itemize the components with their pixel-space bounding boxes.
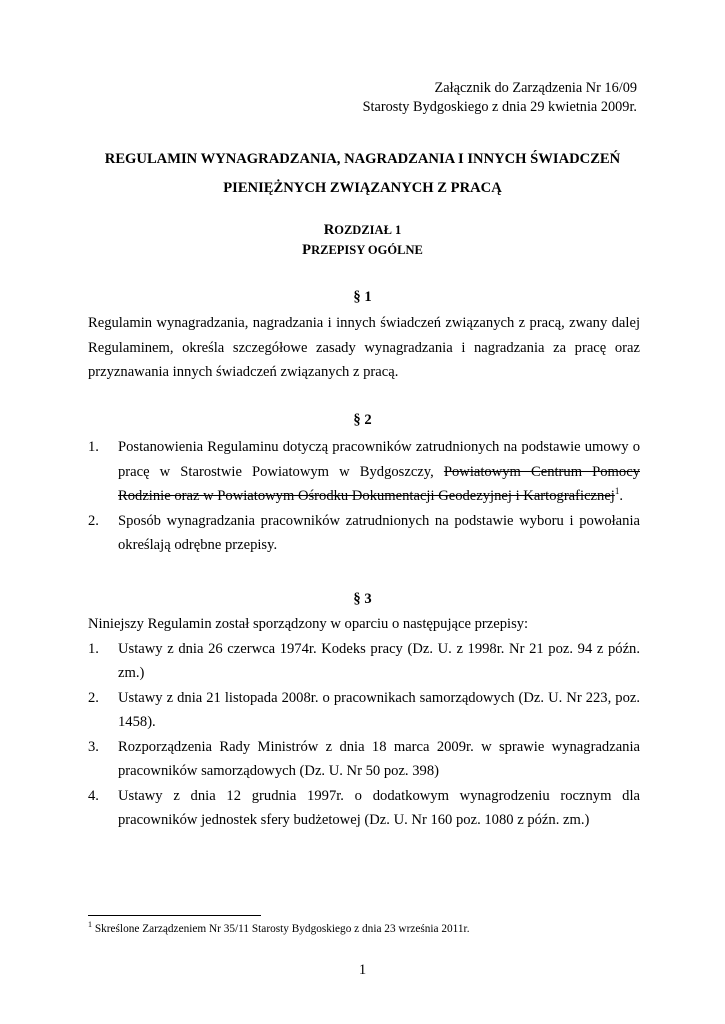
list-text: Ustawy z dnia 26 czerwca 1974r. Kodeks pracy (Dz. U. z 1998r. Nr 21 poz. 94 z późn. zm.) xyxy=(118,640,640,681)
section-2-list xyxy=(88,435,640,558)
section-1-heading: § 1 xyxy=(353,289,372,305)
footnote-reference[interactable]: 1 xyxy=(614,486,620,497)
list-number: 2. xyxy=(88,689,99,706)
struck-text: Powiatowym Centrum Pomocy Rodzinie oraz w Powiatowym Ośrodku Dokumentacji Geodezyjnej i Kartograficznej xyxy=(118,463,640,504)
list-item xyxy=(88,637,640,686)
document-title xyxy=(0,145,725,203)
list-item xyxy=(88,509,640,558)
list-number: 1. xyxy=(88,439,99,455)
section-2-heading: § 2 xyxy=(353,412,372,428)
attachment-header xyxy=(363,79,637,117)
list-number: 2. xyxy=(88,512,99,529)
footnote-mark: 1 xyxy=(88,920,92,930)
list-text: Rozporządzenia Rady Ministrów z dnia 18 marca 2009r. w sprawie wynagradzania pracowników samorządowych (Dz. U. Nr 50 poz. 398) xyxy=(118,738,640,779)
title-line-2: PIENIĘŻNYCH ZWIĄZANYCH Z PRACĄ xyxy=(223,180,502,196)
header-line-2: Starosty Bydgoskiego z dnia 29 kwietnia 2009r. xyxy=(362,99,637,115)
header-line-1: Załącznik do Zarządzenia Nr 16/09 xyxy=(434,80,637,96)
footnote-text: Skreślone Zarządzeniem Nr 35/11 Starosty Bydgoskiego z dnia 23 września 2011r. xyxy=(92,923,470,935)
list-item xyxy=(88,735,640,784)
section-3-intro: Niniejszy Regulamin został sporządzony w oparciu o następujące przepisy: xyxy=(88,616,529,632)
section-3-heading: § 3 xyxy=(353,591,372,607)
section-3-list xyxy=(88,612,640,833)
list-text: Ustawy z dnia 21 listopada 2008r. o pracownikach samorządowych (Dz. U. Nr 223, poz. 1458). xyxy=(118,689,640,730)
list-item: 1. Postanowienia Regulaminu dotyczą pracowników zatrudnionych na podstawie umowy o pracę w Starostwie Powiatowym w Bydgoszczy, Powiatowym Centrum Pomocy Rodzinie oraz w Powiatowym Ośrodku Dokumentacji Geodezyjnej i Kartograficznej$^1$. xyxy=(88,435,640,509)
title-line-1: REGULAMIN WYNAGRADZANIA, NAGRADZANIA I INNYCH ŚWIADCZEŃ xyxy=(104,151,621,167)
footnote xyxy=(88,922,470,936)
list-item xyxy=(88,686,640,735)
footnote-divider xyxy=(88,915,261,916)
list-item xyxy=(88,784,640,833)
list-text: Ustawy z dnia 12 grudnia 1997r. o dodatkowym wynagrodzeniu rocznym dla pracowników jednostek sfery budżetowej (Dz. U. Nr 160 poz. 1080 z późn. zm.) xyxy=(118,787,640,828)
section-1-text: Regulamin wynagradzania, nagradzania i innych świadczeń związanych z pracą, zwany dalej Regulaminem, określa szczegółowe zasady wynagradzania i nagradzania za pracę oraz przyznawania innych świadczeń związanych z pracą. xyxy=(88,315,640,380)
list-number: 4. xyxy=(88,787,99,804)
chapter-heading xyxy=(0,220,725,260)
chapter-title: PRZEPISY OGÓLNE xyxy=(302,242,423,258)
list-number: 3. xyxy=(88,738,99,755)
list-text: Postanowienia Regulaminu dotyczą pracowników zatrudnionych na podstawie umowy o pracę w Starostwie Powiatowym w Bydgoszczy, xyxy=(118,439,640,480)
list-text: Sposób wynagradzania pracowników zatrudnionych na podstawie wyboru i powołania określają odrębne przepisy. xyxy=(118,512,640,553)
page-number: 1 xyxy=(358,962,367,978)
chapter-number: ROZDZIAŁ 1 xyxy=(323,222,402,238)
list-number: 1. xyxy=(88,640,99,657)
